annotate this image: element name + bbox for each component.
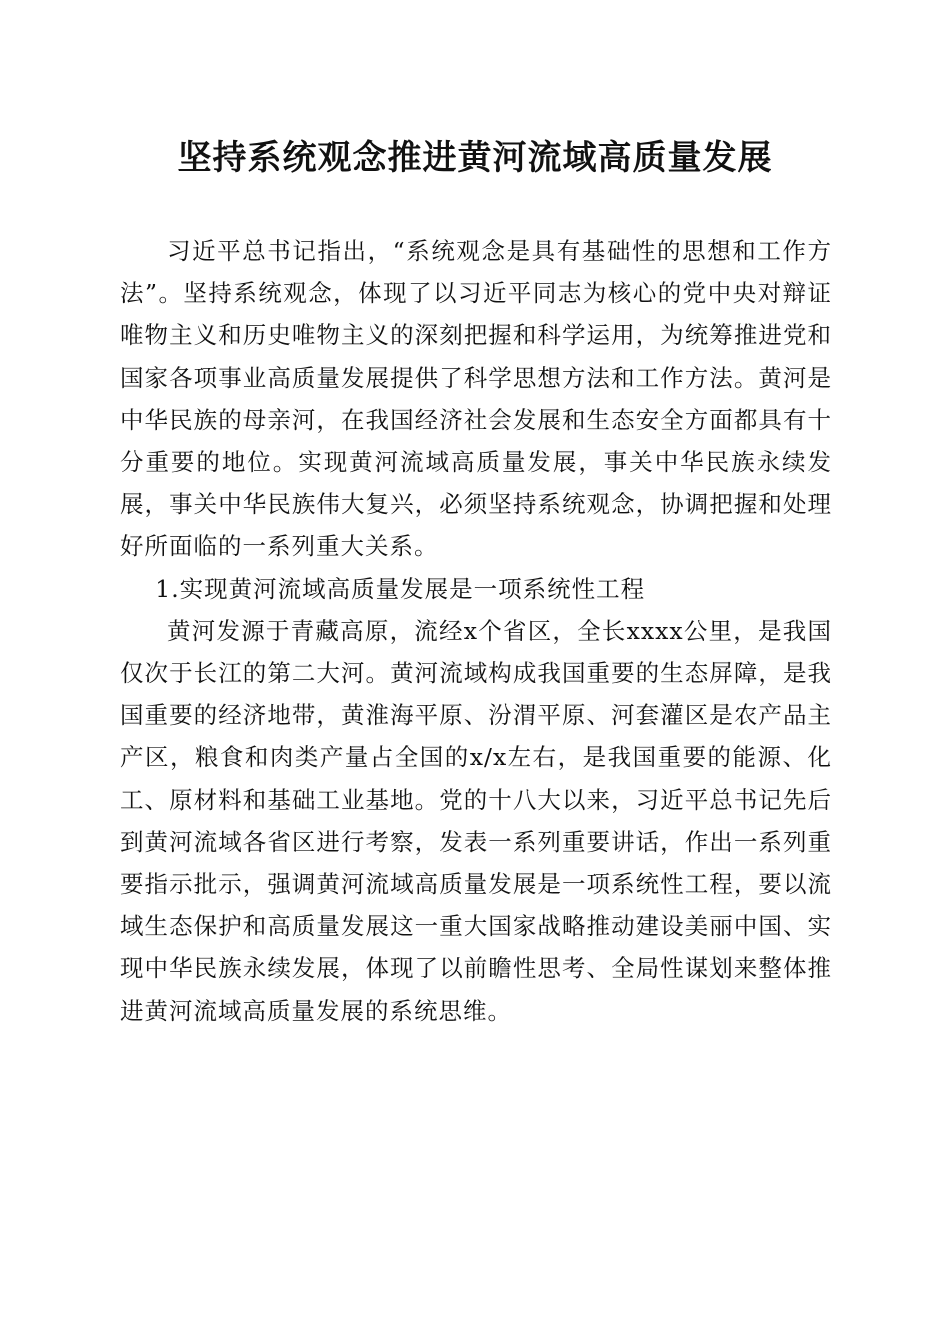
document-body	[120, 230, 832, 1032]
section-heading: 1.实现黄河流域高质量发展是一项系统性工程	[155, 574, 646, 603]
paragraph-intro: 习近平总书记指出，“系统观念是具有基础性的思想和工作方法”。坚持系统观念，体现了以习近平同志为核心的党中央对辩证唯物主义和历史唯物主义的深刻把握和科学运用，为统筹推进党和国家各项事业高质量发展提供了科学思想方法和工作方法。黄河是中华民族的母亲河，在我国经济社会发展和生态安全方面都具有十分重要的地位。实现黄河流域高质量发展，事关中华民族永续发展，事关中华民族伟大复兴，必须坚持系统观念，协调把握和处理好所面临的一系列重大关系。	[120, 237, 832, 561]
document-title: 坚持系统观念推进黄河流域高质量发展	[177, 138, 773, 178]
paragraph-section-1: 黄河发源于青藏高原，流经x个省区，全长xxxx公里，是我国仅次于长江的第二大河。黄河流域构成我国重要的生态屏障，是我国重要的经济地带，黄淮海平原、汾渭平原、河套灌区是农产品主产区，粮食和肉类产量占全国的x/x左右，是我国重要的能源、化工、原材料和基础工业基地。党的十八大以来，习近平总书记先后到黄河流域各省区进行考察，发表一系列重要讲话，作出一系列重要指示批示，强调黄河流域高质量发展是一项系统性工程，要以流域生态保护和高质量发展这一重大国家战略推动建设美丽中国、实现中华民族永续发展，体现了以前瞻性思考、全局性谋划来整体推进黄河流域高质量发展的系统思维。	[120, 616, 832, 1025]
